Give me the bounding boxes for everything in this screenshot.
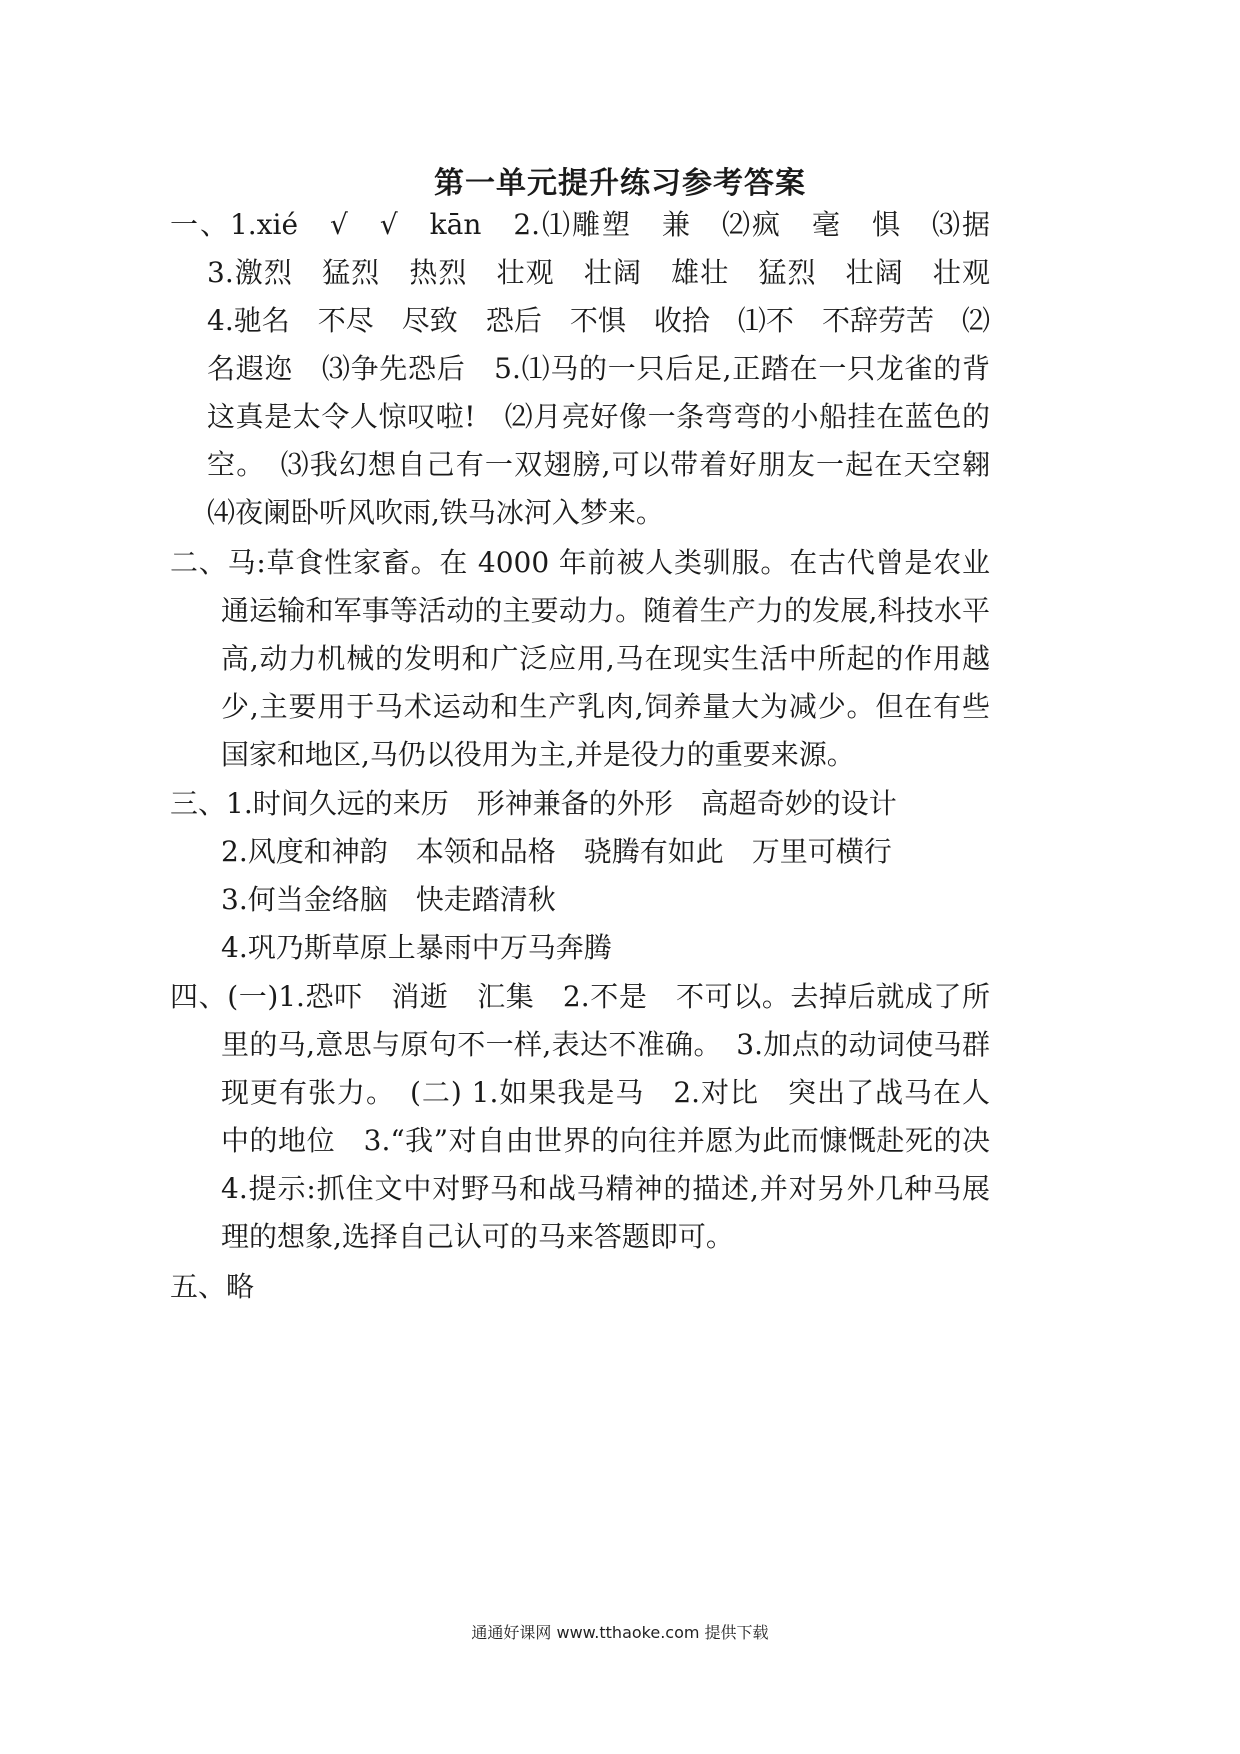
answer-line: ⑷夜阑卧听风吹雨,铁马冰河入梦来。 [207,496,664,529]
answer-line: 3.何当金络脑 快走踏清秋 [221,883,556,916]
answer-line: 里的马,意思与原句不一样,表达不准确。 3.加点的动词使马群 [221,1028,990,1061]
answer-line: 四、(一)1.恐吓 消逝 汇集 2.不是 不可以。去掉后就成了所 [170,980,990,1013]
footer-source: 通通好课网 www.tthaoke.com 提供下载 [471,1623,769,1642]
answer-line: 通运输和军事等活动的主要动力。随着生产力的发展,科技水平 [221,594,990,627]
answer-line: 这真是太令人惊叹啦! ⑵月亮好像一条弯弯的小船挂在蓝色的 [207,400,990,433]
answer-line: 高,动力机械的发明和广泛应用,马在现实生活中所起的作用越 [221,642,990,675]
answer-line: 中的地位 3.“我”对自由世界的向往并愿为此而慷慨赴死的决 [221,1124,990,1157]
answer-line: 三、1.时间久远的来历 形神兼备的外形 高超奇妙的设计 [170,787,897,820]
answer-line: 4.提示:抓住文中对野马和战马精神的描述,并对另外几种马展 [221,1172,990,1205]
answer-line: 名遐迩 ⑶争先恐后 5.⑴马的一只后足,正踏在一只龙雀的背 [207,352,990,385]
answer-line: 4.巩乃斯草原上暴雨中万马奔腾 [221,931,612,964]
answer-line: 4.驰名 不尽 尽致 恐后 不惧 收拾 ⑴不 不辞劳苦 ⑵ [207,304,990,337]
answer-line: 3.激烈 猛烈 热烈 壮观 壮阔 雄壮 猛烈 壮阔 壮观 [207,256,990,289]
answer-line: 理的想象,选择自己认可的马来答题即可。 [221,1220,734,1253]
answer-line: 五、略 [170,1270,255,1303]
answer-line: 2.风度和神韵 本领和品格 骁腾有如此 万里可横行 [221,835,892,868]
answer-line: 国家和地区,马仍以役用为主,并是役力的重要来源。 [221,738,855,771]
answer-line: 现更有张力。 (二) 1.如果我是马 2.对比 突出了战马在人 [221,1076,990,1109]
answer-line: 少,主要用于马术运动和生产乳肉,饲养量大为减少。但在有些 [221,690,990,723]
answer-line: 一、1.xié √ √ kān 2.⑴雕塑 兼 ⑵疯 毫 惧 ⑶据 [170,208,990,241]
answer-line: 空。 ⑶我幻想自己有一双翅膀,可以带着好朋友一起在天空翱 [207,448,990,481]
page-title: 第一单元提升练习参考答案 [434,166,806,201]
answer-line: 二、马:草食性家畜。在 4000 年前被人类驯服。在古代曾是农业 [170,546,990,579]
